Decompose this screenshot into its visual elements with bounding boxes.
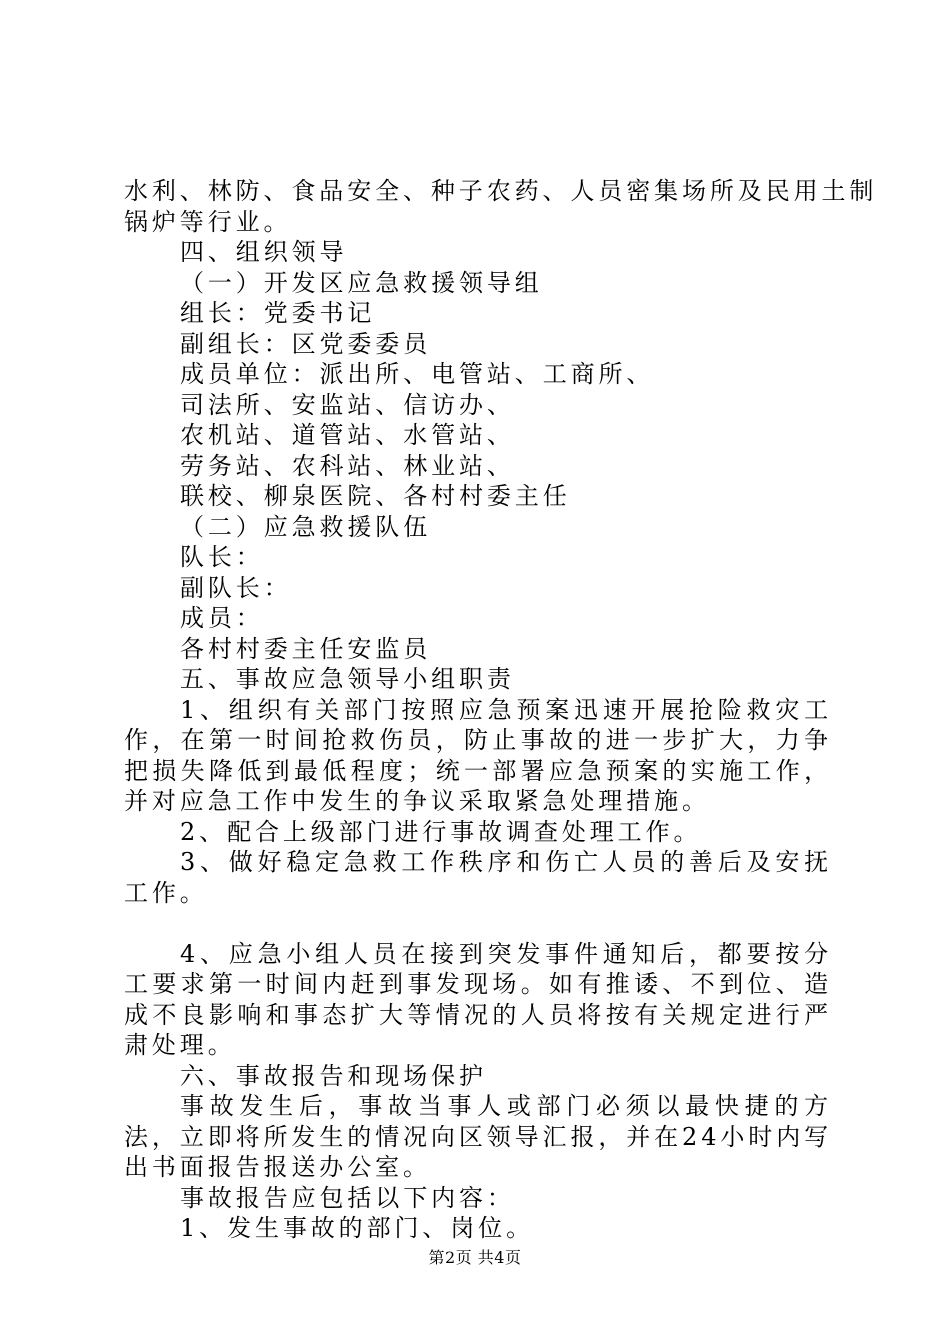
text-line: 锅炉等行业。 bbox=[124, 207, 292, 236]
text-line: 农机站、道管站、水管站、 bbox=[180, 421, 515, 449]
text-line: 组长：党委书记 bbox=[180, 299, 376, 327]
text-line: 副组长：区党委委员 bbox=[180, 329, 432, 358]
subsection-heading: （二）应急救援队伍 bbox=[180, 512, 432, 541]
text-line: 各村村委主任安监员 bbox=[180, 634, 432, 663]
text-line: 联校、柳泉医院、各村村委主任 bbox=[180, 482, 571, 510]
paragraph: 3、做好稳定急救工作秩序和伤亡人员的善后及安抚工作。 bbox=[124, 848, 832, 907]
paragraph: 1、发生事故的部门、岗位。 bbox=[180, 1214, 534, 1242]
text-line: 副队长： bbox=[180, 573, 292, 602]
section-heading: 四、组织领导 bbox=[180, 238, 348, 266]
section-heading: 五、事故应急领导小组职责 bbox=[180, 665, 515, 693]
paragraph: 事故报告应包括以下内容： bbox=[180, 1183, 515, 1212]
text-line: 水利、林防、食品安全、种子农药、人员密集场所及民用土制 bbox=[124, 177, 878, 205]
text-line: 成员： bbox=[180, 604, 264, 632]
paragraph: 1、组织有关部门按照应急预案迅速开展抢险救灾工作，在第一时间抢救伤员，防止事故的进一步扩大，力争把损失降低到最低程度；统一部署应急预案的实施工作，并对应急工作中发生的争议采取紧急处理措施。 bbox=[124, 695, 832, 815]
text-line: 成员单位：派出所、电管站、工商所、 bbox=[180, 360, 655, 388]
document-body bbox=[124, 176, 878, 1244]
subsection-heading: （一）开发区应急救援领导组 bbox=[180, 268, 543, 297]
text-line: 队长： bbox=[180, 543, 264, 571]
paragraph: 4、应急小组人员在接到突发事件通知后，都要按分工要求第一时间内赶到事发现场。如有推诿、不到位、造成不良影响和事态扩大等情况的人员将按有关规定进行严肃处理。 bbox=[124, 939, 832, 1059]
page-footer: 第2页 共4页 bbox=[428, 1248, 522, 1267]
blank-line bbox=[124, 908, 832, 939]
paragraph: 事故发生后，事故当事人或部门必须以最快捷的方法，立即将所发生的情况向区领导汇报，并在24小时内写出书面报告报送办公室。 bbox=[124, 1092, 832, 1181]
section-heading: 六、事故报告和现场保护 bbox=[180, 1061, 487, 1090]
paragraph: 2、配合上级部门进行事故调查处理工作。 bbox=[180, 817, 702, 846]
text-line: 劳务站、农科站、林业站、 bbox=[180, 451, 515, 480]
text-line: 司法所、安监站、信访办、 bbox=[180, 390, 515, 419]
